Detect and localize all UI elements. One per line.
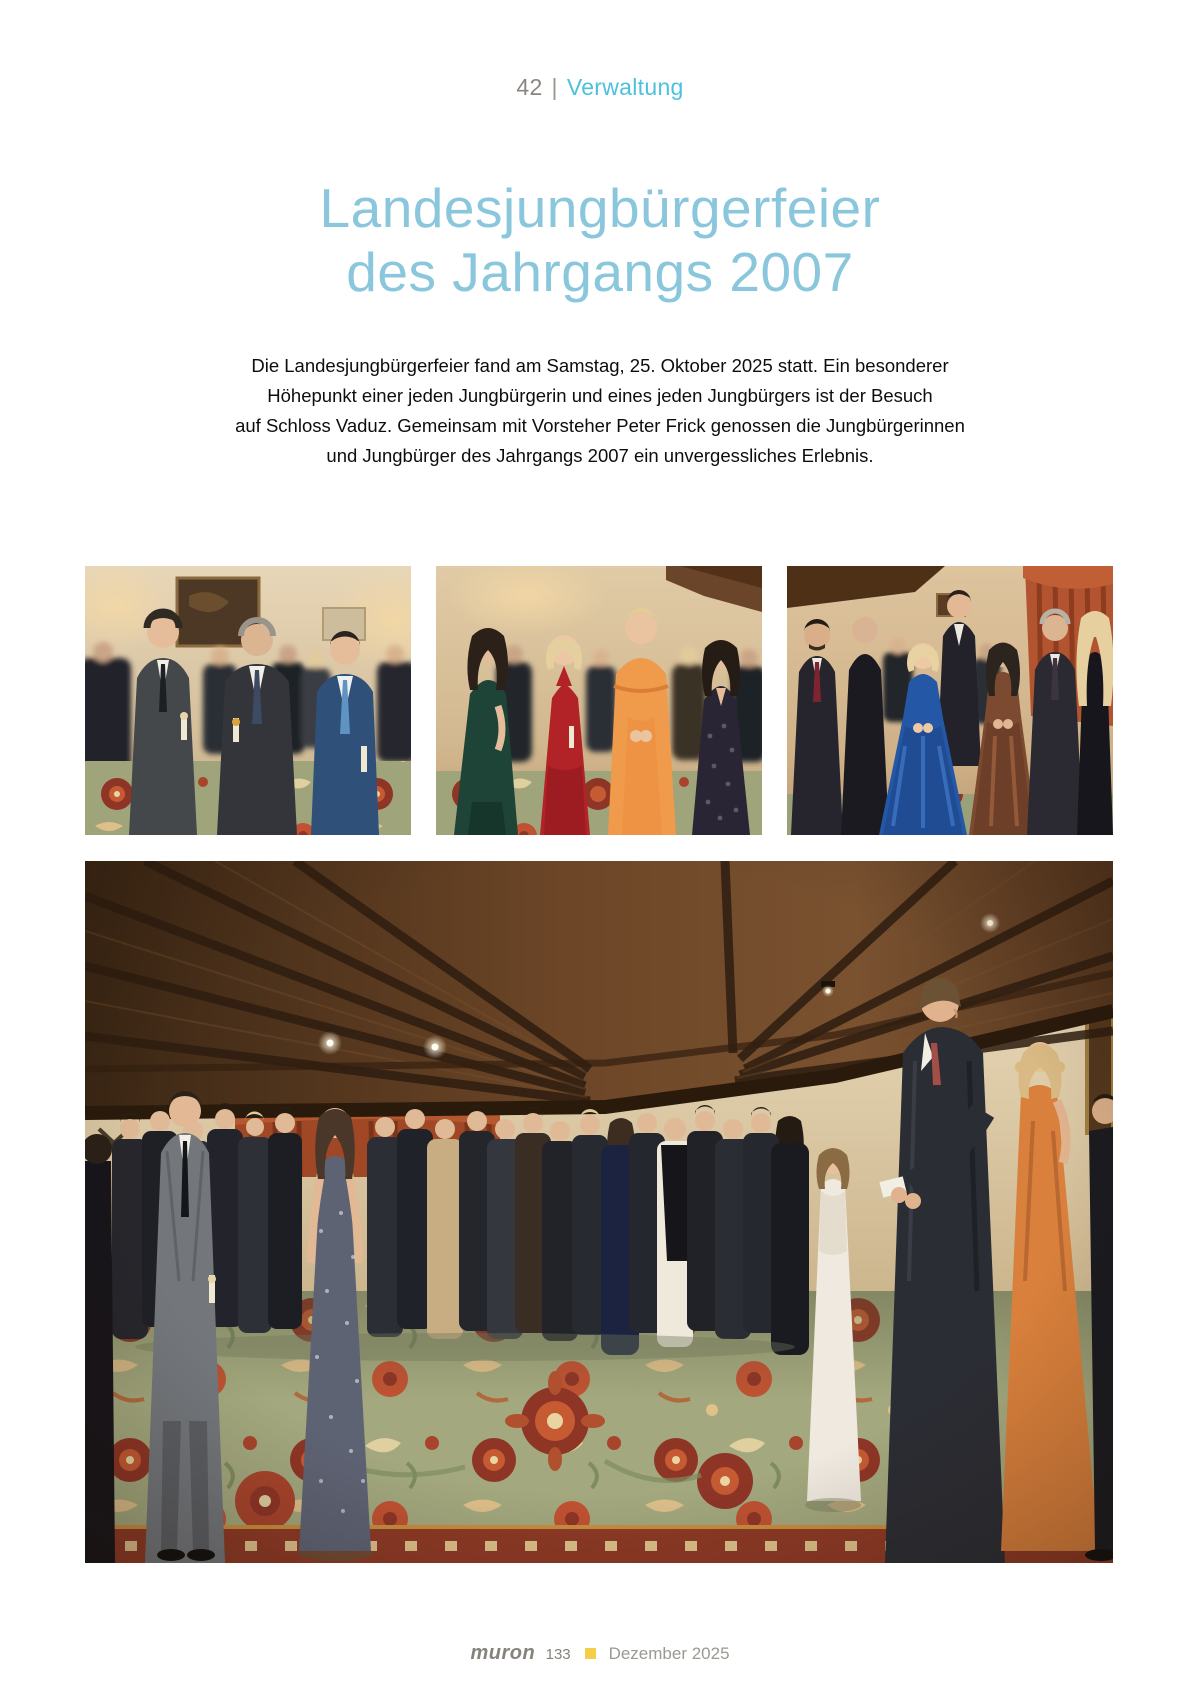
page-number: 42 xyxy=(516,74,543,100)
lead-line: und Jungbürger des Jahrgangs 2007 ein unvergessliches Erlebnis. xyxy=(326,445,874,466)
lead-line: Die Landesjungbürgerfeier fand am Samstag, 25. Oktober 2025 statt. Ein besonderer xyxy=(251,355,949,376)
page-header xyxy=(0,74,1200,101)
footer-square-icon xyxy=(585,1648,596,1659)
photo-group-curtain-illustration xyxy=(787,566,1113,835)
article-lead xyxy=(0,351,1200,471)
photo-three-men xyxy=(85,566,411,835)
photo-main-speech xyxy=(85,861,1113,1563)
article-title xyxy=(0,176,1200,304)
photo-group-curtain xyxy=(787,566,1113,835)
lead-line: auf Schloss Vaduz. Gemeinsam mit Vorsteher Peter Frick genossen die Jungbürgerinnen xyxy=(235,415,965,436)
article-title-line1: Landesjungbürgerfeier xyxy=(319,177,881,239)
page-footer xyxy=(0,1642,1200,1665)
magazine-name: muron xyxy=(470,1642,536,1664)
photo-four-women-illustration xyxy=(436,566,762,835)
header-separator: | xyxy=(551,74,558,100)
photo-main-illustration xyxy=(85,861,1113,1563)
photo-row xyxy=(85,566,1113,835)
section-name: Verwaltung xyxy=(566,74,684,100)
issue-number: 133 xyxy=(545,1646,571,1663)
photo-four-women xyxy=(436,566,762,835)
lead-line: Höhepunkt einer jeden Jungbürgerin und eines jeden Jungbürgers ist der Besuch xyxy=(267,385,933,406)
article-title-line2: des Jahrgangs 2007 xyxy=(346,241,854,303)
photo-three-men-illustration xyxy=(85,566,411,835)
issue-date: Dezember 2025 xyxy=(608,1644,730,1663)
